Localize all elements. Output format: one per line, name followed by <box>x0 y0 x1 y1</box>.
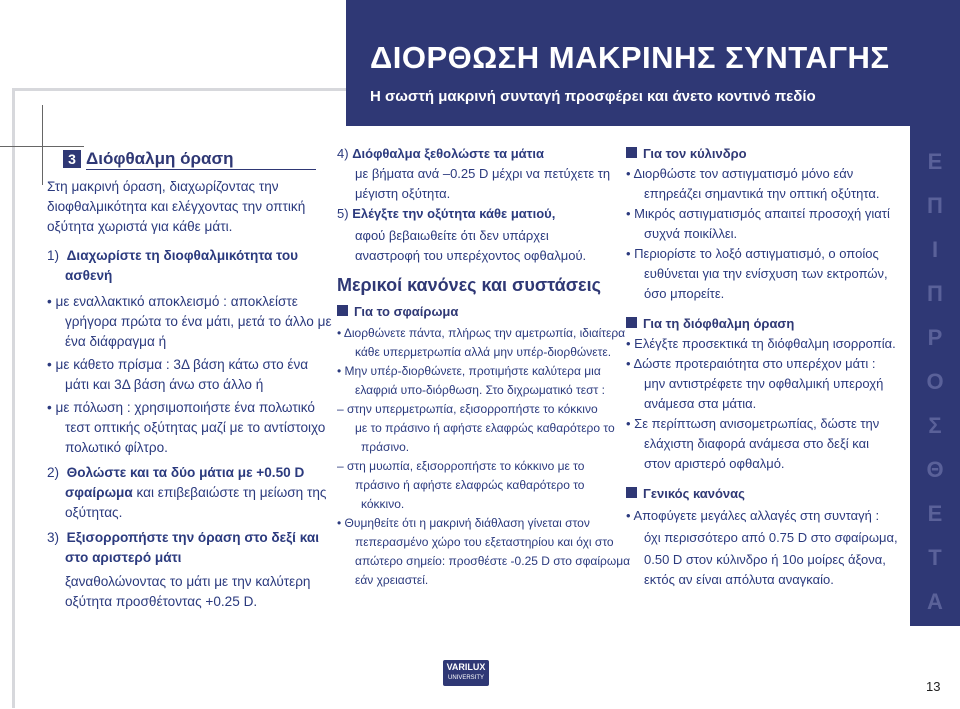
step-title: Ελέγξτε την οξύτητα κάθε ματιού, <box>352 206 556 221</box>
side-letter: Ι <box>931 237 939 262</box>
list-item-cont: μην αντιστρέφετε την οφθαλμική υπεροχή <box>644 376 884 391</box>
side-letter: Ε <box>927 149 943 174</box>
intro-line: οξύτητα χωριστά για κάθε μάτι. <box>47 219 233 234</box>
column-2 <box>337 144 630 590</box>
step-text: ξαναθολώνοντας το μάτι με την καλύτερη <box>65 574 311 589</box>
general-rule-heading <box>626 484 898 504</box>
step-5-title <box>337 204 630 224</box>
logo-brand: VARILUX <box>446 662 486 672</box>
list-item-cont: όσο μπορείτε. <box>644 286 725 301</box>
heading-text: Για τη διόφθαλμη όραση <box>643 316 795 331</box>
list-item-cont: εκτός αν είναι απόλυτα αναγκαίο. <box>644 572 834 587</box>
list-item-cont: ευθύνεται για την ενίσχυση των εκτροπών, <box>644 266 888 281</box>
step-text: αναστροφή του υπερέχοντος οφθαλμού. <box>355 248 587 263</box>
step-4-title <box>337 144 630 164</box>
step-number: 3) <box>47 530 60 545</box>
list-item: • Διορθώστε τον αστιγματισμό μόνο εάν <box>626 164 898 184</box>
list-item: • με κάθετο πρίσμα : 3Δ βάση κάτω στο ένα <box>47 355 332 375</box>
step-text: και επιβεβαιώστε τη μείωση της <box>132 485 327 500</box>
side-letter: Π <box>927 281 943 306</box>
section-number: 3 <box>63 150 81 168</box>
binocular-heading <box>626 314 898 334</box>
list-item-cont: τεστ οπτικής οξύτητας μαζί με το αντίστοιχο <box>65 420 326 435</box>
list-item-cont: απώτερο σημείο: προσθέστε -0.25 D στο σφαίρωμα <box>355 554 631 568</box>
side-letter: Θ <box>926 457 944 482</box>
side-letter: Ο <box>926 369 944 394</box>
list-item: • Σε περίπτωση ανισομετρωπίας, δώστε την <box>626 414 898 434</box>
section-underline <box>86 169 316 170</box>
page-number: 13 <box>926 679 941 694</box>
list-item-cont: συχνά ποικίλλει. <box>644 226 738 241</box>
intro-line: διοφθαλμικότητα και ελέγχοντας την οπτική <box>47 199 306 214</box>
heading-text: Για τον κύλινδρο <box>643 146 747 161</box>
rules-heading: Μερικοί κανόνες και συστάσεις <box>337 275 601 295</box>
list-item: • Αποφύγετε μεγάλες αλλαγές στη συνταγή : <box>626 506 898 526</box>
list-item-cont: όχι περισσότερο από 0.75 D στο σφαίρωμα, <box>644 530 898 545</box>
step-title: ασθενή <box>65 268 113 283</box>
step-title: Διόφθαλμα ξεθολώστε τα μάτια <box>352 146 545 161</box>
step-title: σφαίρωμα <box>65 485 133 500</box>
step-text: οξύτητας. <box>65 505 123 520</box>
step-title: Διαχωρίστε τη διοφθαλμικότητα του <box>66 248 299 263</box>
list-item-cont: γρήγορα πρώτα το ένα μάτι, μετά το άλλο με <box>65 314 332 329</box>
list-item: • Μικρός αστιγματισμός απαιτεί προσοχή γιατί <box>626 204 898 224</box>
step-text: μέγιστη οξύτητα. <box>355 186 451 201</box>
column-1 <box>47 177 332 612</box>
list-item: • με πόλωση : χρησιμοποιήστε ένα πολωτικό <box>47 398 332 418</box>
column-3 <box>626 144 898 590</box>
section-title: Διόφθαλμη όραση <box>86 149 234 168</box>
intro-line: Στη μακρινή όραση, διαχωρίζοντας την <box>47 179 279 194</box>
step-1-title <box>47 246 332 266</box>
square-bullet-icon <box>626 487 637 498</box>
list-item-cont: εάν χρειαστεί. <box>355 573 429 587</box>
step-2-title <box>47 463 332 483</box>
step-number: 5) <box>337 206 349 221</box>
cylinder-heading <box>626 144 898 164</box>
list-item-cont: πεπερασμένο χώρο του εξεταστηρίου και όχι στο <box>355 535 614 549</box>
list-item: • Δώστε προτεραιότητα στο υπερέχον μάτι : <box>626 354 898 374</box>
sub-item-cont: πράσινο ή αφήστε ελαφρώς καθαρότερο το <box>355 478 585 492</box>
step-2-text <box>47 483 332 503</box>
sphere-heading <box>337 302 630 322</box>
list-item-cont: ανάμεσα στα μάτια. <box>644 396 757 411</box>
side-letter: Ρ <box>927 325 943 350</box>
decor-grey-vertical <box>12 88 15 708</box>
step-3-title <box>47 528 332 548</box>
sub-item-cont: με το πράσινο ή αφήστε ελαφρώς καθαρότερο το <box>355 421 615 435</box>
list-item: • Μην υπέρ-διορθώνετε, προτιμήστε καλύτερα μια <box>337 362 630 381</box>
side-tab-letters <box>910 140 960 624</box>
heading-text: Γενικός κανόνας <box>643 486 745 501</box>
sub-item: – στην υπερμετρωπία, εξισορροπήστε το κόκκινο <box>337 402 598 416</box>
list-item-cont: ελάχιστη διαφορά ανάμεσα στο δεξί και <box>644 436 870 451</box>
heading-text: Για το σφαίρωμα <box>354 304 459 319</box>
square-bullet-icon <box>626 317 637 328</box>
list-item: • Ελέγξτε προσεκτικά τη διόφθαλμη ισορροπία. <box>626 334 898 354</box>
list-item-cont: μάτι και 3Δ βάση άνω στο άλλο ή <box>65 377 264 392</box>
list-item-cont: πολωτικό φίλτρο. <box>65 440 168 455</box>
list-item: • με εναλλακτικό αποκλεισμό : αποκλείστε <box>47 292 332 312</box>
list-item-cont: στον αριστερό οφθαλμό. <box>644 456 785 471</box>
list-item: • Διορθώνετε πάντα, πλήρως την αμετρωπία, ιδιαίτερα <box>337 324 630 343</box>
side-letter: Σ <box>928 413 942 438</box>
sub-item-cont: κόκκινο. <box>361 497 405 511</box>
decor-grey-line <box>12 88 346 91</box>
list-item-cont: κάθε υπερμετρωπία αλλά μην υπέρ-διορθώνετε. <box>355 345 612 359</box>
varilux-logo <box>443 660 489 686</box>
step-title: στο αριστερό μάτι <box>65 550 182 565</box>
sub-item-cont: πράσινο. <box>361 440 410 454</box>
list-item-cont: ελαφριά υπο-διόρθωση. Στο διχρωματικό τεστ : <box>355 383 605 397</box>
side-letter: Π <box>927 193 943 218</box>
square-bullet-icon <box>626 147 637 158</box>
step-text: αφού βεβαιωθείτε ότι δεν υπάρχει <box>355 228 549 243</box>
square-bullet-icon <box>337 305 348 316</box>
list-item: • Περιορίστε το λοξό αστιγματισμό, ο οποίος <box>626 244 898 264</box>
page-title: ΔΙΟΡΘΩΣΗ ΜΑΚΡΙΝΗΣ ΣΥΝΤΑΓΗΣ <box>370 40 890 75</box>
list-item-cont: ένα διάφραγμα ή <box>65 334 167 349</box>
logo-sub: UNIVERSITY <box>447 675 484 681</box>
top-left-area <box>0 0 346 126</box>
page-subtitle: Η σωστή μακρινή συνταγή προσφέρει και άνετο κοντινό πεδίο <box>370 88 816 105</box>
crop-mark-vertical <box>42 105 43 185</box>
step-text: με βήματα ανά –0.25 D μέχρι να πετύχετε τη <box>355 166 611 181</box>
side-letter: Τ <box>928 545 942 570</box>
step-number: 4) <box>337 146 349 161</box>
step-title: Εξισορροπήστε την όραση στο δεξί και <box>66 530 319 545</box>
side-letter: Ε <box>927 501 943 526</box>
list-item: • Θυμηθείτε ότι η μακρινή διάθλαση γίνεται στον <box>337 514 630 533</box>
step-number: 2) <box>47 465 60 480</box>
sphere-list <box>337 324 630 590</box>
list-item-cont: 0.50 D στον κύλινδρο ή 10ο μοίρες άξονα, <box>644 552 886 567</box>
side-letter: Α <box>927 589 943 614</box>
list-item-cont: επηρεάζει σημαντικά την οπτική οξύτητα. <box>644 186 880 201</box>
sub-item: – στη μυωπία, εξισορροπήστε το κόκκινο με το <box>337 459 585 473</box>
step-text: οξύτητα προσθέτοντας +0.25 D. <box>65 594 258 609</box>
step-title: Θολώστε και τα δύο μάτια με +0.50 D <box>66 465 305 480</box>
step-number: 1) <box>47 248 60 263</box>
